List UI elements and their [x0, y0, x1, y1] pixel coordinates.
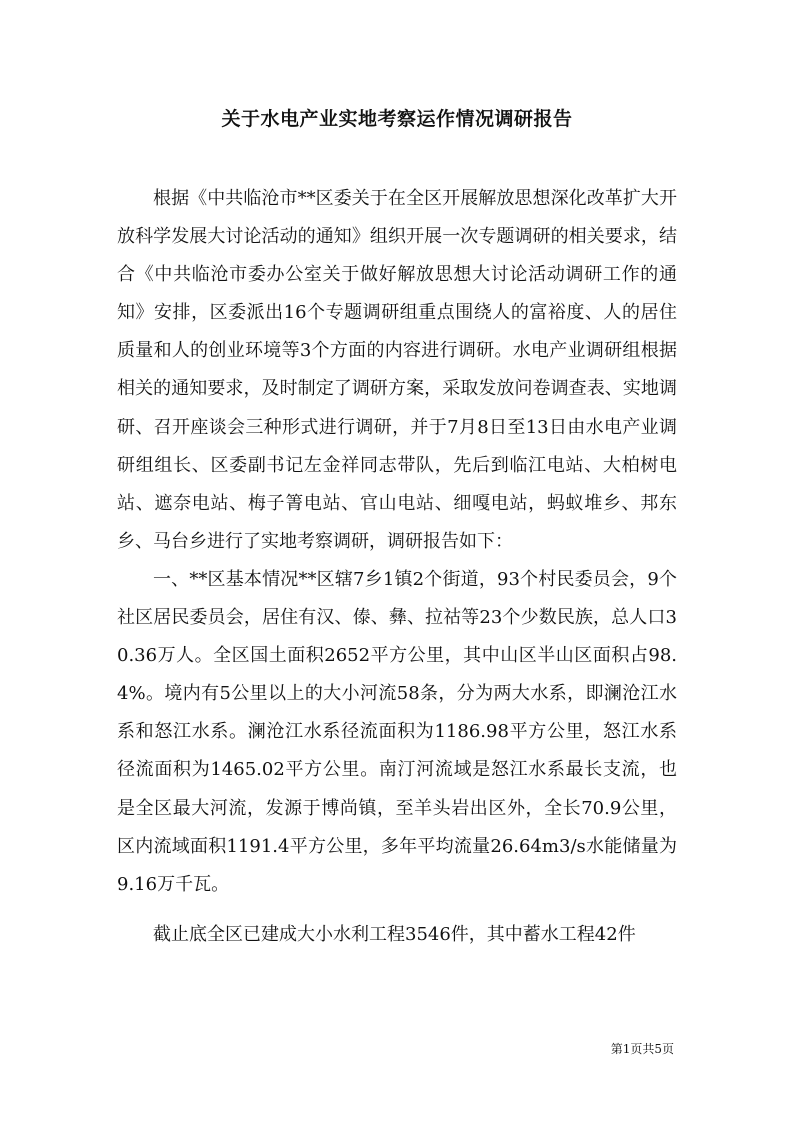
document-title: 关于水电产业实地考察运作情况调研报告: [221, 108, 573, 130]
paragraph-district-overview: 一、**区基本情况**区辖7乡1镇2个街道，93个村民委员会，9个社区居民委员会，居住有汉、傣、彝、拉祜等23个少数民族，总人口30.36万人。全区国土面积2652平方公里，其中山区半山区面积占98.4%。境内有5公里以上的大小河流58条，分为两大水系，即澜沧江水系和怒江水系。澜沧江水系径流面积为1186.98平方公里，怒江水系径流面积为1465.02平方公里。南汀河流域是怒江水系最长支流，也是全区最大河流，发源于博尚镇，至羊头岩出区外，全长70.9公里，区内流域面积1191.4平方公里，多年平均流量26.64m3/s水能储量为9.16万千瓦。: [117, 568, 677, 895]
document-body: [117, 180, 677, 954]
paragraph-intro: 根据《中共临沧市**区委关于在全区开展解放思想深化改革扩大开放科学发展大讨论活动的通知》组织开展一次专题调研的相关要求，结合《中共临沧市委办公室关于做好解放思想大讨论活动调研工作的通知》安排，区委派出16个专题调研组重点围绕人的富裕度、人的居住质量和人的创业环境等3个方面的内容进行调研。水电产业调研组根据相关的通知要求，及时制定了调研方案，采取发放问卷调查表、实地调研、召开座谈会三种形式进行调研，并于7月8日至13日由水电产业调研组组长、区委副书记左金祥同志带队，先后到临江电站、大柏树电站、遮奈电站、梅子箐电站、官山电站、细嘎电站，蚂蚁堆乡、邦东乡、马台乡进行了实地考察调研，调研报告如下：: [117, 188, 677, 552]
page-number: 第1页共5页: [610, 1042, 674, 1056]
paragraph-water-projects: 截止底全区已建成大小水利工程3546件，其中蓄水工程42件: [153, 923, 636, 945]
